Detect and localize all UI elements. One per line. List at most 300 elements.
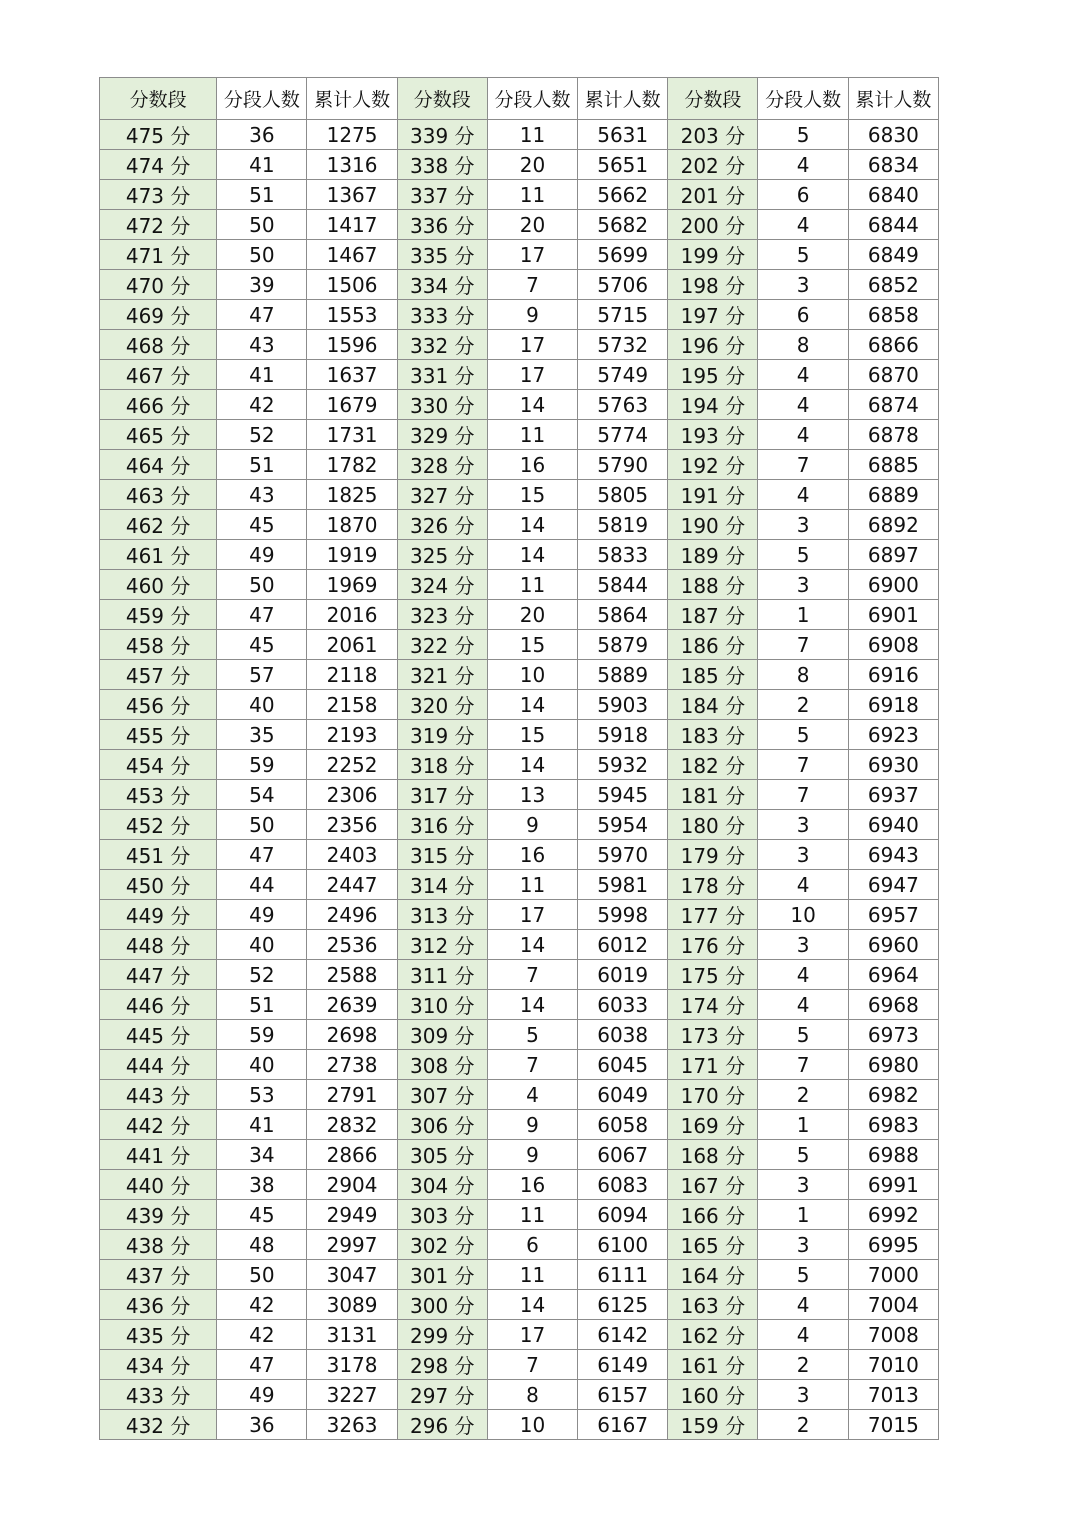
cumulative-count-cell: 1506 bbox=[307, 270, 397, 300]
segment-count-cell: 8 bbox=[758, 330, 848, 360]
score-range-cell: 334 分 bbox=[397, 270, 487, 300]
table-row bbox=[100, 1320, 939, 1350]
table-row bbox=[100, 660, 939, 690]
score-range-cell: 184 分 bbox=[668, 690, 758, 720]
cumulative-count-cell: 1679 bbox=[307, 390, 397, 420]
table-row bbox=[100, 1230, 939, 1260]
score-range-cell: 439 分 bbox=[100, 1200, 217, 1230]
cumulative-count-cell: 6094 bbox=[578, 1200, 668, 1230]
score-range-cell: 321 分 bbox=[397, 660, 487, 690]
segment-count-cell: 57 bbox=[217, 660, 307, 690]
score-range-cell: 164 分 bbox=[668, 1260, 758, 1290]
cumulative-count-cell: 6947 bbox=[848, 870, 938, 900]
cumulative-count-cell: 5889 bbox=[578, 660, 668, 690]
segment-count-cell: 3 bbox=[758, 1380, 848, 1410]
cumulative-count-cell: 6033 bbox=[578, 990, 668, 1020]
cumulative-count-cell: 6083 bbox=[578, 1170, 668, 1200]
segment-count-cell: 52 bbox=[217, 960, 307, 990]
segment-count-cell: 43 bbox=[217, 480, 307, 510]
cumulative-count-cell: 6874 bbox=[848, 390, 938, 420]
cumulative-count-cell: 2158 bbox=[307, 690, 397, 720]
score-range-cell: 168 分 bbox=[668, 1140, 758, 1170]
segment-count-cell: 5 bbox=[758, 540, 848, 570]
segment-count-cell: 4 bbox=[758, 210, 848, 240]
score-range-cell: 449 分 bbox=[100, 900, 217, 930]
cumulative-count-cell: 5699 bbox=[578, 240, 668, 270]
score-range-cell: 452 分 bbox=[100, 810, 217, 840]
segment-count-cell: 2 bbox=[758, 690, 848, 720]
cumulative-count-cell: 1731 bbox=[307, 420, 397, 450]
cumulative-count-cell: 6111 bbox=[578, 1260, 668, 1290]
score-range-cell: 433 分 bbox=[100, 1380, 217, 1410]
cumulative-count-cell: 5932 bbox=[578, 750, 668, 780]
cumulative-count-cell: 1316 bbox=[307, 150, 397, 180]
score-range-cell: 161 分 bbox=[668, 1350, 758, 1380]
table-row bbox=[100, 180, 939, 210]
table-row bbox=[100, 600, 939, 630]
score-range-cell: 194 分 bbox=[668, 390, 758, 420]
score-range-cell: 200 分 bbox=[668, 210, 758, 240]
segment-count-cell: 7 bbox=[758, 630, 848, 660]
cumulative-count-cell: 6866 bbox=[848, 330, 938, 360]
header-segment-count-1: 分段人数 bbox=[217, 78, 307, 120]
cumulative-count-cell: 6918 bbox=[848, 690, 938, 720]
score-range-cell: 465 分 bbox=[100, 420, 217, 450]
segment-count-cell: 14 bbox=[487, 690, 577, 720]
segment-count-cell: 6 bbox=[487, 1230, 577, 1260]
score-range-cell: 462 分 bbox=[100, 510, 217, 540]
score-range-cell: 434 分 bbox=[100, 1350, 217, 1380]
table-row bbox=[100, 120, 939, 150]
segment-count-cell: 14 bbox=[487, 990, 577, 1020]
segment-count-cell: 44 bbox=[217, 870, 307, 900]
segment-count-cell: 50 bbox=[217, 810, 307, 840]
segment-count-cell: 4 bbox=[487, 1080, 577, 1110]
score-range-cell: 432 分 bbox=[100, 1410, 217, 1440]
segment-count-cell: 7 bbox=[487, 270, 577, 300]
segment-count-cell: 16 bbox=[487, 450, 577, 480]
cumulative-count-cell: 6012 bbox=[578, 930, 668, 960]
score-range-cell: 300 分 bbox=[397, 1290, 487, 1320]
cumulative-count-cell: 6058 bbox=[578, 1110, 668, 1140]
table-row bbox=[100, 210, 939, 240]
table-row bbox=[100, 300, 939, 330]
cumulative-count-cell: 5998 bbox=[578, 900, 668, 930]
table-row bbox=[100, 1020, 939, 1050]
segment-count-cell: 41 bbox=[217, 1110, 307, 1140]
segment-count-cell: 17 bbox=[487, 240, 577, 270]
segment-count-cell: 13 bbox=[487, 780, 577, 810]
cumulative-count-cell: 6038 bbox=[578, 1020, 668, 1050]
cumulative-count-cell: 6049 bbox=[578, 1080, 668, 1110]
cumulative-count-cell: 3227 bbox=[307, 1380, 397, 1410]
score-range-cell: 474 分 bbox=[100, 150, 217, 180]
header-segment-count-3: 分段人数 bbox=[758, 78, 848, 120]
score-range-cell: 447 分 bbox=[100, 960, 217, 990]
cumulative-count-cell: 2997 bbox=[307, 1230, 397, 1260]
segment-count-cell: 7 bbox=[758, 780, 848, 810]
score-range-cell: 459 分 bbox=[100, 600, 217, 630]
segment-count-cell: 41 bbox=[217, 150, 307, 180]
cumulative-count-cell: 1417 bbox=[307, 210, 397, 240]
segment-count-cell: 5 bbox=[758, 1020, 848, 1050]
score-range-cell: 460 分 bbox=[100, 570, 217, 600]
cumulative-count-cell: 6100 bbox=[578, 1230, 668, 1260]
cumulative-count-cell: 5954 bbox=[578, 810, 668, 840]
score-range-cell: 438 分 bbox=[100, 1230, 217, 1260]
score-range-cell: 440 分 bbox=[100, 1170, 217, 1200]
segment-count-cell: 3 bbox=[758, 930, 848, 960]
segment-count-cell: 39 bbox=[217, 270, 307, 300]
score-range-cell: 309 分 bbox=[397, 1020, 487, 1050]
score-range-cell: 304 分 bbox=[397, 1170, 487, 1200]
segment-count-cell: 5 bbox=[758, 720, 848, 750]
segment-count-cell: 10 bbox=[758, 900, 848, 930]
table-row bbox=[100, 420, 939, 450]
cumulative-count-cell: 6892 bbox=[848, 510, 938, 540]
segment-count-cell: 17 bbox=[487, 330, 577, 360]
score-range-cell: 296 分 bbox=[397, 1410, 487, 1440]
cumulative-count-cell: 1870 bbox=[307, 510, 397, 540]
table-row bbox=[100, 150, 939, 180]
score-range-cell: 319 分 bbox=[397, 720, 487, 750]
table-row bbox=[100, 810, 939, 840]
cumulative-count-cell: 6923 bbox=[848, 720, 938, 750]
table-row bbox=[100, 1050, 939, 1080]
score-range-cell: 308 分 bbox=[397, 1050, 487, 1080]
score-range-cell: 320 分 bbox=[397, 690, 487, 720]
cumulative-count-cell: 6157 bbox=[578, 1380, 668, 1410]
cumulative-count-cell: 1553 bbox=[307, 300, 397, 330]
score-range-cell: 196 分 bbox=[668, 330, 758, 360]
cumulative-count-cell: 5844 bbox=[578, 570, 668, 600]
cumulative-count-cell: 6849 bbox=[848, 240, 938, 270]
segment-count-cell: 51 bbox=[217, 450, 307, 480]
segment-count-cell: 7 bbox=[487, 1050, 577, 1080]
score-range-cell: 455 分 bbox=[100, 720, 217, 750]
cumulative-count-cell: 2061 bbox=[307, 630, 397, 660]
score-range-cell: 298 分 bbox=[397, 1350, 487, 1380]
segment-count-cell: 50 bbox=[217, 210, 307, 240]
score-range-cell: 333 分 bbox=[397, 300, 487, 330]
cumulative-count-cell: 5879 bbox=[578, 630, 668, 660]
cumulative-count-cell: 1782 bbox=[307, 450, 397, 480]
segment-count-cell: 50 bbox=[217, 240, 307, 270]
cumulative-count-cell: 7008 bbox=[848, 1320, 938, 1350]
score-range-cell: 162 分 bbox=[668, 1320, 758, 1350]
cumulative-count-cell: 1275 bbox=[307, 120, 397, 150]
score-range-cell: 468 分 bbox=[100, 330, 217, 360]
score-range-cell: 436 分 bbox=[100, 1290, 217, 1320]
cumulative-count-cell: 2536 bbox=[307, 930, 397, 960]
segment-count-cell: 50 bbox=[217, 1260, 307, 1290]
segment-count-cell: 4 bbox=[758, 960, 848, 990]
cumulative-count-cell: 6897 bbox=[848, 540, 938, 570]
segment-count-cell: 5 bbox=[758, 1140, 848, 1170]
cumulative-count-cell: 2791 bbox=[307, 1080, 397, 1110]
segment-count-cell: 4 bbox=[758, 420, 848, 450]
segment-count-cell: 51 bbox=[217, 180, 307, 210]
score-range-cell: 471 分 bbox=[100, 240, 217, 270]
score-range-cell: 180 分 bbox=[668, 810, 758, 840]
table-row bbox=[100, 360, 939, 390]
table-row bbox=[100, 1350, 939, 1380]
cumulative-count-cell: 2403 bbox=[307, 840, 397, 870]
score-range-cell: 443 分 bbox=[100, 1080, 217, 1110]
score-range-cell: 169 分 bbox=[668, 1110, 758, 1140]
score-range-cell: 170 分 bbox=[668, 1080, 758, 1110]
score-range-cell: 464 分 bbox=[100, 450, 217, 480]
segment-count-cell: 40 bbox=[217, 690, 307, 720]
score-range-cell: 450 分 bbox=[100, 870, 217, 900]
cumulative-count-cell: 6067 bbox=[578, 1140, 668, 1170]
score-range-cell: 203 分 bbox=[668, 120, 758, 150]
segment-count-cell: 49 bbox=[217, 540, 307, 570]
segment-count-cell: 50 bbox=[217, 570, 307, 600]
score-range-cell: 463 分 bbox=[100, 480, 217, 510]
score-range-cell: 297 分 bbox=[397, 1380, 487, 1410]
segment-count-cell: 3 bbox=[758, 1230, 848, 1260]
cumulative-count-cell: 6943 bbox=[848, 840, 938, 870]
score-range-cell: 466 分 bbox=[100, 390, 217, 420]
cumulative-count-cell: 5651 bbox=[578, 150, 668, 180]
segment-count-cell: 11 bbox=[487, 1200, 577, 1230]
segment-count-cell: 11 bbox=[487, 420, 577, 450]
cumulative-count-cell: 6885 bbox=[848, 450, 938, 480]
score-range-cell: 179 分 bbox=[668, 840, 758, 870]
score-range-cell: 195 分 bbox=[668, 360, 758, 390]
segment-count-cell: 51 bbox=[217, 990, 307, 1020]
score-range-cell: 201 分 bbox=[668, 180, 758, 210]
segment-count-cell: 4 bbox=[758, 990, 848, 1020]
score-range-cell: 445 分 bbox=[100, 1020, 217, 1050]
score-range-cell: 327 分 bbox=[397, 480, 487, 510]
score-range-cell: 442 分 bbox=[100, 1110, 217, 1140]
segment-count-cell: 16 bbox=[487, 1170, 577, 1200]
cumulative-count-cell: 7004 bbox=[848, 1290, 938, 1320]
score-range-cell: 457 分 bbox=[100, 660, 217, 690]
segment-count-cell: 11 bbox=[487, 1260, 577, 1290]
table-row bbox=[100, 630, 939, 660]
cumulative-count-cell: 2738 bbox=[307, 1050, 397, 1080]
cumulative-count-cell: 6980 bbox=[848, 1050, 938, 1080]
score-range-cell: 171 分 bbox=[668, 1050, 758, 1080]
cumulative-count-cell: 2016 bbox=[307, 600, 397, 630]
cumulative-count-cell: 6125 bbox=[578, 1290, 668, 1320]
cumulative-count-cell: 2306 bbox=[307, 780, 397, 810]
score-range-cell: 301 分 bbox=[397, 1260, 487, 1290]
score-range-cell: 337 分 bbox=[397, 180, 487, 210]
table-row bbox=[100, 750, 939, 780]
segment-count-cell: 9 bbox=[487, 1140, 577, 1170]
cumulative-count-cell: 6889 bbox=[848, 480, 938, 510]
segment-count-cell: 10 bbox=[487, 1410, 577, 1440]
score-range-cell: 176 分 bbox=[668, 930, 758, 960]
score-range-cell: 317 分 bbox=[397, 780, 487, 810]
score-range-cell: 159 分 bbox=[668, 1410, 758, 1440]
segment-count-cell: 1 bbox=[758, 1110, 848, 1140]
table-row bbox=[100, 240, 939, 270]
cumulative-count-cell: 2356 bbox=[307, 810, 397, 840]
score-range-cell: 186 分 bbox=[668, 630, 758, 660]
score-range-cell: 307 分 bbox=[397, 1080, 487, 1110]
segment-count-cell: 40 bbox=[217, 930, 307, 960]
cumulative-count-cell: 5805 bbox=[578, 480, 668, 510]
cumulative-count-cell: 6878 bbox=[848, 420, 938, 450]
score-range-cell: 316 分 bbox=[397, 810, 487, 840]
table-row bbox=[100, 1080, 939, 1110]
score-range-cell: 173 分 bbox=[668, 1020, 758, 1050]
cumulative-count-cell: 5945 bbox=[578, 780, 668, 810]
segment-count-cell: 15 bbox=[487, 720, 577, 750]
cumulative-count-cell: 6858 bbox=[848, 300, 938, 330]
segment-count-cell: 9 bbox=[487, 1110, 577, 1140]
segment-count-cell: 47 bbox=[217, 600, 307, 630]
segment-count-cell: 4 bbox=[758, 870, 848, 900]
cumulative-count-cell: 5864 bbox=[578, 600, 668, 630]
score-range-cell: 456 分 bbox=[100, 690, 217, 720]
cumulative-count-cell: 5749 bbox=[578, 360, 668, 390]
segment-count-cell: 17 bbox=[487, 360, 577, 390]
score-range-cell: 166 分 bbox=[668, 1200, 758, 1230]
cumulative-count-cell: 7013 bbox=[848, 1380, 938, 1410]
segment-count-cell: 40 bbox=[217, 1050, 307, 1080]
segment-count-cell: 5 bbox=[487, 1020, 577, 1050]
header-segment-count-2: 分段人数 bbox=[487, 78, 577, 120]
score-range-cell: 198 分 bbox=[668, 270, 758, 300]
score-range-cell: 185 分 bbox=[668, 660, 758, 690]
segment-count-cell: 3 bbox=[758, 510, 848, 540]
segment-count-cell: 2 bbox=[758, 1410, 848, 1440]
cumulative-count-cell: 5763 bbox=[578, 390, 668, 420]
segment-count-cell: 41 bbox=[217, 360, 307, 390]
cumulative-count-cell: 5918 bbox=[578, 720, 668, 750]
segment-count-cell: 5 bbox=[758, 240, 848, 270]
segment-count-cell: 52 bbox=[217, 420, 307, 450]
table-row bbox=[100, 1260, 939, 1290]
score-range-cell: 441 分 bbox=[100, 1140, 217, 1170]
score-range-cell: 167 分 bbox=[668, 1170, 758, 1200]
cumulative-count-cell: 6995 bbox=[848, 1230, 938, 1260]
segment-count-cell: 47 bbox=[217, 840, 307, 870]
score-range-cell: 451 分 bbox=[100, 840, 217, 870]
cumulative-count-cell: 3089 bbox=[307, 1290, 397, 1320]
segment-count-cell: 48 bbox=[217, 1230, 307, 1260]
cumulative-count-cell: 2447 bbox=[307, 870, 397, 900]
segment-count-cell: 11 bbox=[487, 570, 577, 600]
cumulative-count-cell: 2832 bbox=[307, 1110, 397, 1140]
score-range-cell: 335 分 bbox=[397, 240, 487, 270]
cumulative-count-cell: 6870 bbox=[848, 360, 938, 390]
segment-count-cell: 4 bbox=[758, 390, 848, 420]
score-range-cell: 311 分 bbox=[397, 960, 487, 990]
cumulative-count-cell: 3263 bbox=[307, 1410, 397, 1440]
score-range-cell: 444 分 bbox=[100, 1050, 217, 1080]
table-row bbox=[100, 930, 939, 960]
cumulative-count-cell: 5970 bbox=[578, 840, 668, 870]
cumulative-count-cell: 6167 bbox=[578, 1410, 668, 1440]
segment-count-cell: 53 bbox=[217, 1080, 307, 1110]
score-range-cell: 331 分 bbox=[397, 360, 487, 390]
score-range-cell: 183 分 bbox=[668, 720, 758, 750]
cumulative-count-cell: 5774 bbox=[578, 420, 668, 450]
cumulative-count-cell: 6916 bbox=[848, 660, 938, 690]
cumulative-count-cell: 2949 bbox=[307, 1200, 397, 1230]
score-range-cell: 469 分 bbox=[100, 300, 217, 330]
table-row bbox=[100, 960, 939, 990]
cumulative-count-cell: 1467 bbox=[307, 240, 397, 270]
score-range-cell: 329 分 bbox=[397, 420, 487, 450]
segment-count-cell: 20 bbox=[487, 150, 577, 180]
score-range-cell: 470 分 bbox=[100, 270, 217, 300]
cumulative-count-cell: 6834 bbox=[848, 150, 938, 180]
segment-count-cell: 45 bbox=[217, 1200, 307, 1230]
score-range-cell: 323 分 bbox=[397, 600, 487, 630]
segment-count-cell: 11 bbox=[487, 120, 577, 150]
score-range-cell: 435 分 bbox=[100, 1320, 217, 1350]
cumulative-count-cell: 6982 bbox=[848, 1080, 938, 1110]
cumulative-count-cell: 1596 bbox=[307, 330, 397, 360]
cumulative-count-cell: 5706 bbox=[578, 270, 668, 300]
table-row bbox=[100, 720, 939, 750]
segment-count-cell: 35 bbox=[217, 720, 307, 750]
cumulative-count-cell: 6149 bbox=[578, 1350, 668, 1380]
score-range-cell: 312 分 bbox=[397, 930, 487, 960]
table-row bbox=[100, 1110, 939, 1140]
cumulative-count-cell: 2496 bbox=[307, 900, 397, 930]
score-range-cell: 453 分 bbox=[100, 780, 217, 810]
segment-count-cell: 4 bbox=[758, 1320, 848, 1350]
score-range-cell: 177 分 bbox=[668, 900, 758, 930]
score-range-cell: 446 分 bbox=[100, 990, 217, 1020]
score-range-cell: 437 分 bbox=[100, 1260, 217, 1290]
score-range-cell: 181 分 bbox=[668, 780, 758, 810]
cumulative-count-cell: 3131 bbox=[307, 1320, 397, 1350]
segment-count-cell: 14 bbox=[487, 390, 577, 420]
score-range-cell: 454 分 bbox=[100, 750, 217, 780]
score-range-cell: 165 分 bbox=[668, 1230, 758, 1260]
segment-count-cell: 1 bbox=[758, 600, 848, 630]
cumulative-count-cell: 2904 bbox=[307, 1170, 397, 1200]
score-range-cell: 473 分 bbox=[100, 180, 217, 210]
cumulative-count-cell: 6901 bbox=[848, 600, 938, 630]
segment-count-cell: 2 bbox=[758, 1080, 848, 1110]
segment-count-cell: 10 bbox=[487, 660, 577, 690]
score-range-cell: 314 分 bbox=[397, 870, 487, 900]
cumulative-count-cell: 6988 bbox=[848, 1140, 938, 1170]
score-range-cell: 338 分 bbox=[397, 150, 487, 180]
segment-count-cell: 59 bbox=[217, 750, 307, 780]
score-range-cell: 160 分 bbox=[668, 1380, 758, 1410]
segment-count-cell: 17 bbox=[487, 1320, 577, 1350]
header-cumulative-count-2: 累计人数 bbox=[578, 78, 668, 120]
cumulative-count-cell: 6852 bbox=[848, 270, 938, 300]
score-range-cell: 199 分 bbox=[668, 240, 758, 270]
header-score-range-3: 分数段 bbox=[668, 78, 758, 120]
cumulative-count-cell: 6991 bbox=[848, 1170, 938, 1200]
score-range-cell: 299 分 bbox=[397, 1320, 487, 1350]
table-row bbox=[100, 1170, 939, 1200]
segment-count-cell: 43 bbox=[217, 330, 307, 360]
cumulative-count-cell: 2588 bbox=[307, 960, 397, 990]
table-row bbox=[100, 330, 939, 360]
score-range-cell: 325 分 bbox=[397, 540, 487, 570]
table-row bbox=[100, 840, 939, 870]
segment-count-cell: 17 bbox=[487, 900, 577, 930]
score-range-cell: 193 分 bbox=[668, 420, 758, 450]
segment-count-cell: 54 bbox=[217, 780, 307, 810]
table-row bbox=[100, 870, 939, 900]
